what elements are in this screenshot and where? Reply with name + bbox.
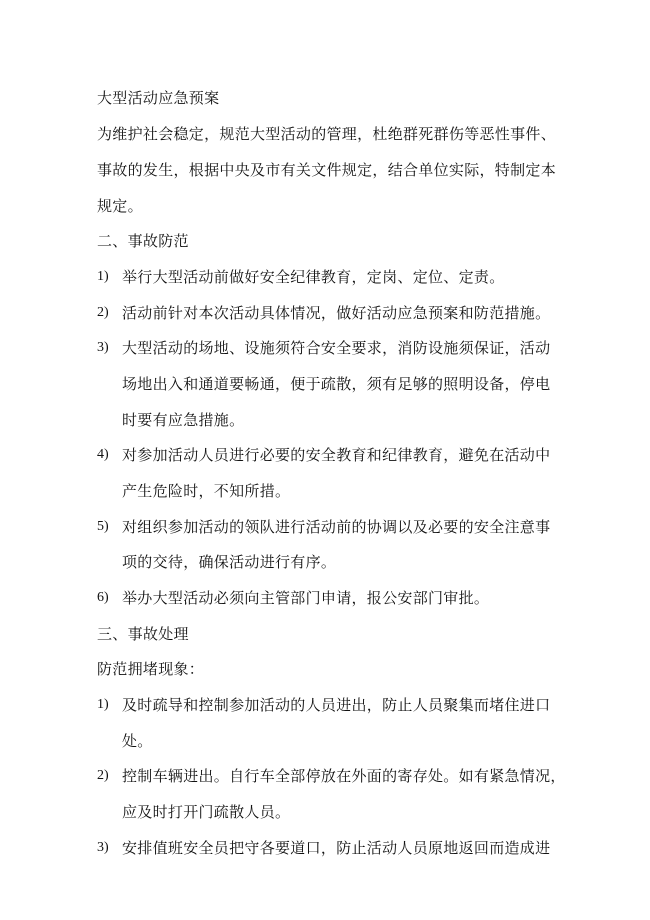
list-item-number: 2) (97, 305, 109, 320)
list-item-number: 1) (97, 697, 109, 712)
list-item-number: 5) (97, 519, 109, 534)
list-item-text: 控制车辆进出。自行车全部停放在外面的寄存处。如有紧急情况， (122, 767, 566, 785)
section-heading: 二、事故防范 (97, 232, 189, 250)
list-item-number: 1) (97, 269, 109, 284)
list-item-text: 及时疏导和控制参加活动的人员进出，防止人员聚集而堵住进口 (122, 696, 551, 714)
list-item-text: 对组织参加活动的领队进行活动前的协调以及必要的安全注意事 (122, 518, 551, 536)
list-item-number: 4) (97, 447, 109, 462)
list-item-text: 应及时打开门疏散人员。 (122, 803, 291, 821)
section-heading: 三、事故处理 (97, 625, 189, 643)
list-item-number: 2) (97, 768, 109, 783)
list-item-text: 产生危险时，不知所措。 (122, 482, 291, 500)
list-item-text: 时要有应急措施。 (122, 411, 245, 429)
list-item-number: 3) (97, 340, 109, 355)
list-item-text: 安排值班安全员把守各要道口，防止活动人员原地返回而造成进 (122, 839, 551, 857)
list-item-text: 项的交待，确保活动进行有序。 (122, 553, 337, 571)
list-item-text: 活动前针对本次活动具体情况，做好活动应急预案和防范措施。 (122, 304, 551, 322)
list-item-text: 对参加活动人员进行必要的安全教育和纪律教育，避免在活动中 (122, 446, 551, 464)
section-subheading: 防范拥堵现象： (97, 660, 205, 678)
list-item-text: 举行大型活动前做好安全纪律教育，定岗、定位、定责。 (122, 268, 505, 286)
list-item-text: 处。 (122, 732, 153, 750)
list-item-text: 场地出入和通道要畅通，便于疏散，须有足够的照明设备，停电 (122, 375, 551, 393)
intro-line: 规定。 (97, 197, 143, 215)
list-item-text: 举办大型活动必须向主管部门申请，报公安部门审批。 (122, 589, 490, 607)
list-item-number: 6) (97, 590, 109, 605)
document-title: 大型活动应急预案 (97, 89, 220, 107)
list-item-text: 大型活动的场地、设施须符合安全要求，消防设施须保证，活动 (122, 339, 551, 357)
list-item-number: 3) (97, 840, 109, 855)
intro-line: 为维护社会稳定，规范大型活动的管理，杜绝群死群伤等恶性事件、 (97, 125, 557, 143)
intro-line: 事故的发生，根据中央及市有关文件规定，结合单位实际，特制定本 (97, 161, 557, 179)
